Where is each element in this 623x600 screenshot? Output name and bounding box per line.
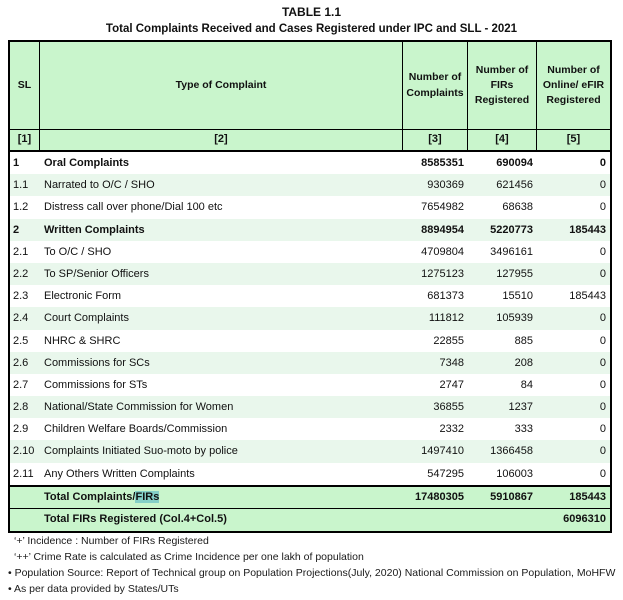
cell-sl: 2.11: [13, 467, 34, 480]
cell-type-of-complaint: Electronic Form: [44, 290, 122, 303]
footnote-incidence: ‘+’ Incidence : Number of FIRs Registered: [14, 535, 209, 547]
column-index-1: [1]: [10, 130, 40, 150]
table-row: [10, 196, 610, 218]
table-row: [10, 263, 610, 285]
cell-type-of-complaint: Court Complaints: [44, 312, 129, 325]
total-firs-value: 5910867: [490, 490, 533, 503]
cell-number-of-online-efir: 0: [599, 201, 606, 214]
cell-number-of-complaints: 930369: [427, 179, 464, 192]
table-row: [10, 463, 610, 485]
cell-number-of-firs: 1366458: [490, 445, 533, 458]
header-type-of-complaint: Type of Complaint: [40, 42, 403, 129]
total-complaints-row: [10, 487, 610, 509]
column-index-3: [3]: [403, 130, 468, 150]
table-row: [10, 418, 610, 440]
header-sl: SL: [10, 42, 40, 129]
cell-number-of-complaints: 22855: [433, 334, 464, 347]
header-number-of-firs: Number of FIRs Registered: [468, 42, 537, 129]
cell-number-of-online-efir: 0: [599, 157, 606, 169]
cell-number-of-firs: 15510: [502, 290, 533, 303]
cell-sl: 2.8: [13, 401, 29, 414]
cell-sl: 2.2: [13, 267, 29, 280]
cell-number-of-firs: 208: [514, 356, 533, 369]
cell-number-of-complaints: 8894954: [421, 223, 464, 236]
cell-sl: 2.9: [13, 423, 29, 436]
table-row: [10, 152, 610, 174]
cell-number-of-complaints: 547295: [427, 467, 464, 480]
cell-number-of-complaints: 7654982: [421, 201, 464, 214]
footnote-states-uts: • As per data provided by States/UTs: [8, 583, 179, 595]
cell-sl: 2.7: [13, 378, 29, 391]
cell-type-of-complaint: Commissions for STs: [44, 378, 148, 391]
cell-number-of-firs: 621456: [496, 179, 533, 192]
cell-number-of-online-efir: 0: [599, 267, 606, 280]
table-subtitle: Total Complaints Received and Cases Registered under IPC and SLL - 2021: [105, 23, 518, 35]
cell-sl: 1: [13, 157, 20, 169]
cell-number-of-complaints: 1275123: [421, 267, 464, 280]
cell-number-of-firs: 690094: [496, 157, 533, 169]
column-index-row: [10, 129, 610, 152]
total-firs-registered-value: 6096310: [563, 513, 606, 526]
cell-number-of-firs: 3496161: [490, 245, 533, 258]
cell-type-of-complaint: Distress call over phone/Dial 100 etc: [44, 201, 223, 214]
cell-number-of-complaints: 2332: [439, 423, 464, 436]
cell-sl: 2.4: [13, 312, 29, 325]
table-row: [10, 174, 610, 196]
total-firs-registered-row: [10, 508, 610, 531]
footnotes: [8, 533, 615, 597]
cell-number-of-firs: 127955: [496, 267, 533, 280]
table-number-title: TABLE 1.1: [281, 5, 342, 19]
cell-number-of-firs: 84: [520, 378, 533, 391]
cell-sl: 2: [13, 223, 20, 236]
cell-number-of-firs: 105939: [496, 312, 533, 325]
cell-number-of-online-efir: 0: [599, 378, 606, 391]
table-row: [10, 440, 610, 462]
table-row: [10, 307, 610, 329]
cell-empty: [468, 509, 537, 531]
total-efir-value: 185443: [569, 490, 606, 503]
table-body: [10, 152, 610, 485]
cell-type-of-complaint: NHRC & SHRC: [44, 334, 121, 347]
total-complaints-label: [40, 487, 403, 509]
table-row: [10, 219, 610, 241]
table-row: [10, 285, 610, 307]
cell-sl: 1.2: [13, 201, 29, 214]
total-complaints-value: 17480305: [415, 490, 464, 503]
cell-number-of-firs: 885: [514, 334, 533, 347]
cell-number-of-online-efir: 0: [599, 356, 606, 369]
cell-number-of-complaints: 36855: [433, 401, 464, 414]
cell-sl: 2.1: [13, 245, 29, 258]
cell-number-of-online-efir: 0: [599, 334, 606, 347]
cell-number-of-online-efir: 185443: [569, 223, 606, 236]
total-label-highlighted-firs: FIRs: [135, 490, 160, 503]
cell-number-of-firs: 106003: [496, 467, 533, 480]
table-row: [10, 352, 610, 374]
table-row: [10, 241, 610, 263]
table-row: [10, 396, 610, 418]
total-firs-registered-label: Total FIRs Registered (Col.4+Col.5): [44, 513, 227, 526]
cell-number-of-online-efir: 0: [599, 179, 606, 192]
table-header-row: [10, 42, 610, 129]
cell-number-of-online-efir: 185443: [569, 290, 606, 303]
cell-sl: [10, 509, 40, 531]
cell-number-of-complaints: 1497410: [421, 445, 464, 458]
cell-number-of-complaints: 2747: [439, 378, 464, 391]
cell-sl: 2.5: [13, 334, 29, 347]
footnote-population-source: • Population Source: Report of Technical group on Population Projections(July, 2020) National Commission on Population, MoHFW: [8, 567, 616, 579]
cell-number-of-complaints: 681373: [427, 290, 464, 303]
cell-type-of-complaint: Narrated to O/C / SHO: [44, 179, 155, 192]
cell-type-of-complaint: Oral Complaints: [44, 157, 129, 169]
header-number-of-complaints: Number of Complaints: [403, 42, 468, 129]
column-index-2: [2]: [40, 130, 403, 150]
cell-number-of-firs: 68638: [502, 201, 533, 214]
table-row: [10, 330, 610, 352]
header-number-of-online-efir: Number of Online/ eFIR Registered: [542, 63, 605, 107]
column-index-5: [5]: [566, 133, 581, 146]
cell-number-of-complaints: 7348: [439, 356, 464, 369]
column-index-4: [4]: [468, 130, 537, 150]
cell-type-of-complaint: To SP/Senior Officers: [44, 267, 149, 280]
cell-type-of-complaint: Children Welfare Boards/Commission: [44, 423, 228, 436]
cell-number-of-firs: 1237: [508, 401, 533, 414]
table-row: [10, 374, 610, 396]
cell-type-of-complaint: To O/C / SHO: [44, 245, 112, 258]
cell-number-of-online-efir: 0: [599, 423, 606, 436]
cell-number-of-firs: 333: [514, 423, 533, 436]
cell-number-of-complaints: 111812: [428, 312, 464, 325]
cell-number-of-firs: 5220773: [490, 223, 533, 236]
cell-sl: 2.10: [13, 445, 35, 458]
cell-sl: [10, 487, 40, 509]
cell-sl: 1.1: [13, 179, 29, 192]
cell-type-of-complaint: Commissions for SCs: [44, 356, 150, 369]
cell-type-of-complaint: National/State Commission for Women: [44, 401, 234, 414]
footnote-crime-rate: ‘++’ Crime Rate is calculated as Crime Incidence per one lakh of population: [14, 551, 364, 563]
cell-sl: 2.3: [13, 290, 29, 303]
cell-type-of-complaint: Any Others Written Complaints: [44, 467, 195, 480]
cell-number-of-complaints: 4709804: [421, 245, 464, 258]
cell-sl: 2.6: [13, 356, 29, 369]
total-label-prefix: Total Complaints/: [44, 490, 136, 503]
cell-number-of-online-efir: 0: [599, 401, 606, 414]
totals-section: [10, 485, 610, 531]
cell-type-of-complaint: Written Complaints: [44, 223, 145, 236]
cell-empty: [403, 509, 468, 531]
complaints-table: [8, 40, 612, 533]
cell-type-of-complaint: Complaints Initiated Suo-moto by police: [44, 445, 238, 458]
cell-number-of-online-efir: 0: [599, 245, 606, 258]
cell-number-of-online-efir: 0: [599, 445, 606, 458]
cell-number-of-online-efir: 0: [599, 312, 606, 325]
cell-number-of-online-efir: 0: [599, 467, 606, 480]
cell-number-of-complaints: 8585351: [421, 157, 464, 169]
